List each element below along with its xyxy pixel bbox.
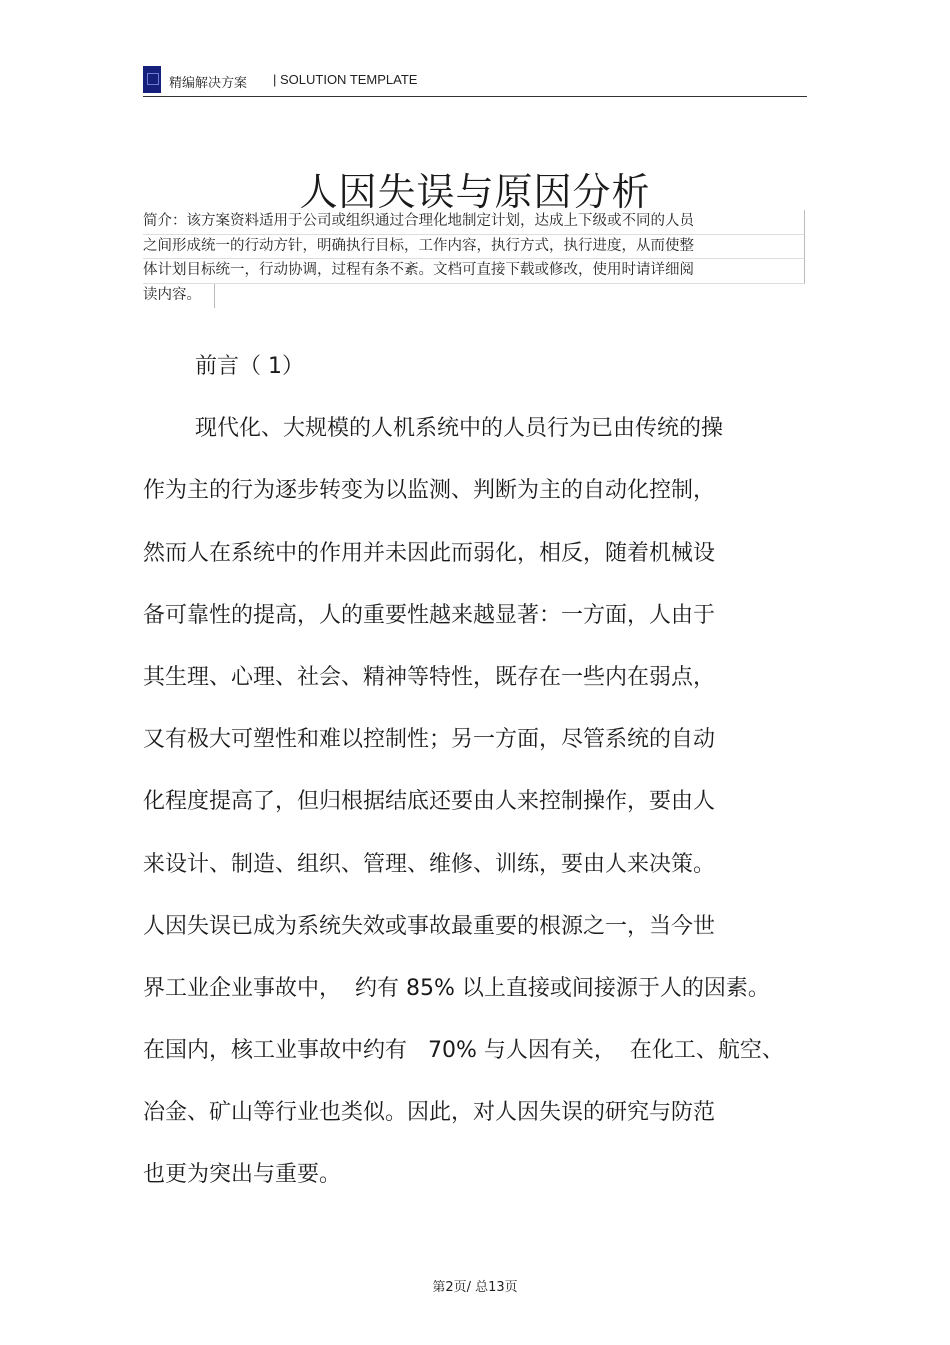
body-text	[143, 345, 803, 1216]
abstract-line: 读内容。	[143, 284, 215, 309]
paragraph-line: 作为主的行为逐步转变为以监测、判断为主的自动化控制，	[143, 478, 716, 504]
document-title: 人因失误与原因分析	[299, 170, 651, 215]
paragraph-line: 在国内，核工业事故中约有 70% 与人因有关， 在化工、航空、	[143, 1038, 784, 1064]
section-heading: 前言（ 1）	[195, 354, 304, 379]
paragraph-line: 然而人在系统中的作用并未因此而弱化，相反，随着机械设	[143, 540, 716, 566]
paragraph-line: 人因失误已成为系统失效或事故最重要的根源之一，当今世	[143, 913, 716, 939]
abstract-line: 简介：该方案资料适用于公司或组织通过合理化地制定计划，达成上下级或不同的人员	[143, 210, 805, 235]
page-header	[143, 66, 807, 97]
abstract-line: 之间形成统一的行动方针，明确执行目标，工作内容，执行方式，执行进度，从而使整	[143, 235, 805, 260]
paragraph-line: 其生理、心理、社会、精神等特性，既存在一些内在弱点，	[143, 664, 716, 690]
page-number: 第2页/ 总13页	[432, 1280, 518, 1295]
paragraph-line: 来设计、制造、组织、管理、维修、训练，要由人来决策。	[143, 851, 716, 877]
paragraph-line: 也更为突出与重要。	[143, 1162, 342, 1188]
header-brand: 精编解决方案	[169, 76, 248, 91]
paragraph-line: 现代化、大规模的人机系统中的人员行为已由传统的操	[195, 416, 724, 442]
header-tagline: | SOLUTION TEMPLATE	[273, 72, 418, 87]
paragraph-line: 冶金、矿山等行业也类似。因此，对人因失误的研究与防范	[143, 1100, 716, 1126]
abstract-box	[143, 210, 805, 308]
abstract-line: 体计划目标统一，行动协调，过程有条不紊。文档可直接下载或修改，使用时请详细阅	[143, 259, 805, 284]
logo-icon	[143, 66, 161, 93]
paragraph-line: 又有极大可塑性和难以控制性；另一方面，尽管系统的自动	[143, 727, 716, 753]
paragraph-line: 界工业企业事故中， 约有 85% 以上直接或间接源于人的因素。	[143, 975, 770, 1001]
paragraph-line: 化程度提高了，但归根据结底还要由人来控制操作，要由人	[143, 789, 716, 815]
paragraph-line: 备可靠性的提高，人的重要性越来越显著：一方面，人由于	[143, 602, 716, 628]
